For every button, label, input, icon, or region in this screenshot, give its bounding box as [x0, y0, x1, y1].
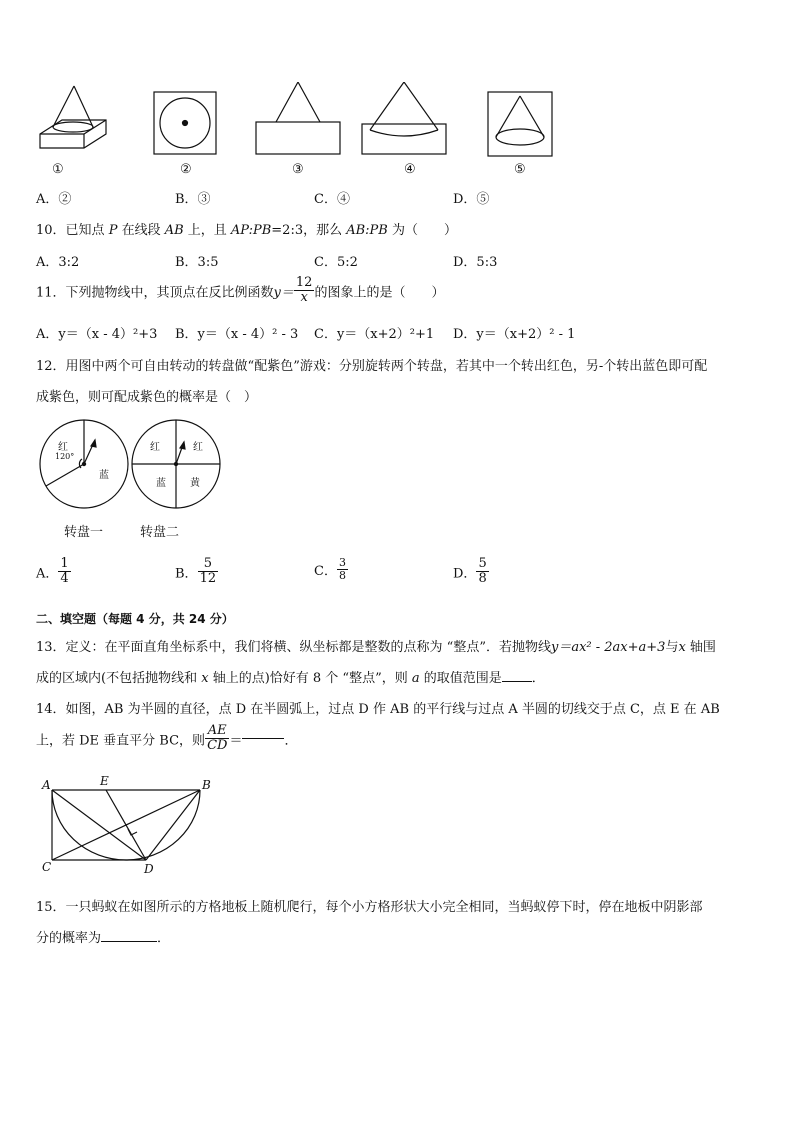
q15-line-2: 分的概率为 ． — [36, 931, 171, 946]
q14-figure-svg — [36, 772, 216, 876]
spinner-1 — [40, 420, 128, 508]
q10-option-a[interactable]: A．3:2 — [36, 255, 80, 270]
q15-answer-blank[interactable] — [101, 941, 157, 942]
q14-figure — [36, 772, 216, 876]
q14-line-2: 上，若 DE 垂直平分 BC，则 $\frac{AE}{CD}$ ＝ ． — [36, 723, 298, 754]
q13-line-2: 成的区域内(不包括抛物线和 x 轴上的点)恰好有 8 个 “整点”，则 a 的取值范围是 ． — [36, 671, 545, 686]
q15-line-1: 15．一只蚂蚁在如图所示的方格地板上随机爬行，每个小方格形状大小完全相同，当蚂蚁停下时，停在地板中阴影部 — [36, 900, 703, 915]
q11-option-a[interactable]: A．y＝（x - 4）²+3 — [36, 327, 158, 342]
q10-option-d[interactable]: D．5:3 — [453, 255, 498, 270]
figure-1-cone-on-cube — [40, 86, 106, 148]
q10-stem: 10．已知点 P 在线段 AB 上，且 AP:PB=2:3，那么 AB:PB 为（ ） — [36, 223, 457, 238]
q14-fraction: $\frac{AE}{CD}$ — [207, 723, 228, 754]
q9-option-d[interactable]: D．⑤ — [453, 192, 490, 207]
spinner-2 — [132, 420, 220, 508]
q14-line-1: 14．如图，AB 为半圆的直径，点 D 在半圆弧上，过点 D 作 AB 的平行线与过点 A 半圆的切线交于点 C，点 E 在 AB — [36, 702, 720, 717]
spinner-2-yellow-label: 黄 — [190, 478, 200, 489]
spinner-1-blue-label: 蓝 — [99, 470, 109, 481]
q11-fraction: $\frac{12}{x}$ — [295, 275, 313, 306]
q12-line-2: 成紫色，则可配成紫色的概率是（ ） — [36, 390, 258, 405]
q10-option-c[interactable]: C．5:2 — [314, 255, 358, 270]
point-b-label: B — [202, 778, 211, 792]
figure-label-5: ⑤ — [514, 162, 526, 177]
spinner-2-red-right-label: 红 — [193, 442, 203, 453]
q11-option-d[interactable]: D．y＝（x+2）² - 1 — [453, 327, 576, 342]
spinner-1-angle-label: 120° — [55, 452, 75, 461]
q9-option-c[interactable]: C．④ — [314, 192, 350, 207]
point-c-label: C — [42, 860, 52, 874]
q12-option-d[interactable]: D． $\frac{5}{8}$ — [453, 556, 487, 587]
q11-option-b[interactable]: B．y＝（x - 4）² - 3 — [175, 327, 299, 342]
q12-spinners-svg — [38, 416, 228, 512]
figure-label-1: ① — [52, 162, 64, 177]
section-2-title: 二、填空题（每题 4 分，共 24 分） — [36, 612, 234, 626]
point-e-label: E — [100, 774, 109, 788]
q12-option-c[interactable]: C． $\frac{3}{8}$ — [314, 556, 346, 583]
figure-3-front-view — [256, 82, 340, 154]
figure-label-3: ③ — [292, 162, 304, 177]
figure-2-top-view — [154, 92, 216, 154]
q9-option-b[interactable]: B．③ — [175, 192, 211, 207]
q11-stem: 11．下列抛物线中，其顶点在反比例函数y＝ $\frac{12}{x}$ 的图象上的是（ ） — [36, 275, 445, 306]
figure-label-2: ② — [180, 162, 192, 177]
figure-5-cone-in-square — [488, 92, 552, 156]
q9-option-a[interactable]: A．② — [36, 192, 72, 207]
q12-spinners — [38, 416, 228, 512]
figure-label-4: ④ — [404, 162, 416, 177]
spinner-2-blue-label: 蓝 — [156, 478, 166, 489]
spinner-1-red-label: 红 — [58, 442, 68, 453]
q12-line-1: 12．用图中两个可自由转动的转盘做“配紫色”游戏：分别旋转两个转盘，若其中一个转出红色，另-个转出蓝色即可配 — [36, 359, 708, 374]
q14-answer-blank[interactable] — [242, 738, 284, 739]
spinner-1-caption: 转盘一 — [64, 525, 104, 540]
spinner-2-red-left-label: 红 — [150, 442, 160, 453]
q12-option-b[interactable]: B． $\frac{5}{12}$ — [175, 556, 217, 587]
q10-option-b[interactable]: B．3:5 — [175, 255, 219, 270]
q13-line-1: 13．定义：在平面直角坐标系中，我们将横、纵坐标都是整数的点称为 “整点”．若抛物线y＝ax² - 2ax+a+3与x 轴围 — [36, 640, 716, 655]
spinner-2-caption: 转盘二 — [140, 525, 180, 540]
figure-4-cone-on-rect — [362, 82, 446, 154]
point-d-label: D — [144, 862, 154, 876]
point-a-label: A — [42, 778, 51, 792]
q13-answer-blank[interactable] — [502, 681, 532, 682]
q11-option-c[interactable]: C．y＝（x+2）²+1 — [314, 327, 435, 342]
q12-option-a[interactable]: A． $\frac{1}{4}$ — [36, 556, 69, 587]
